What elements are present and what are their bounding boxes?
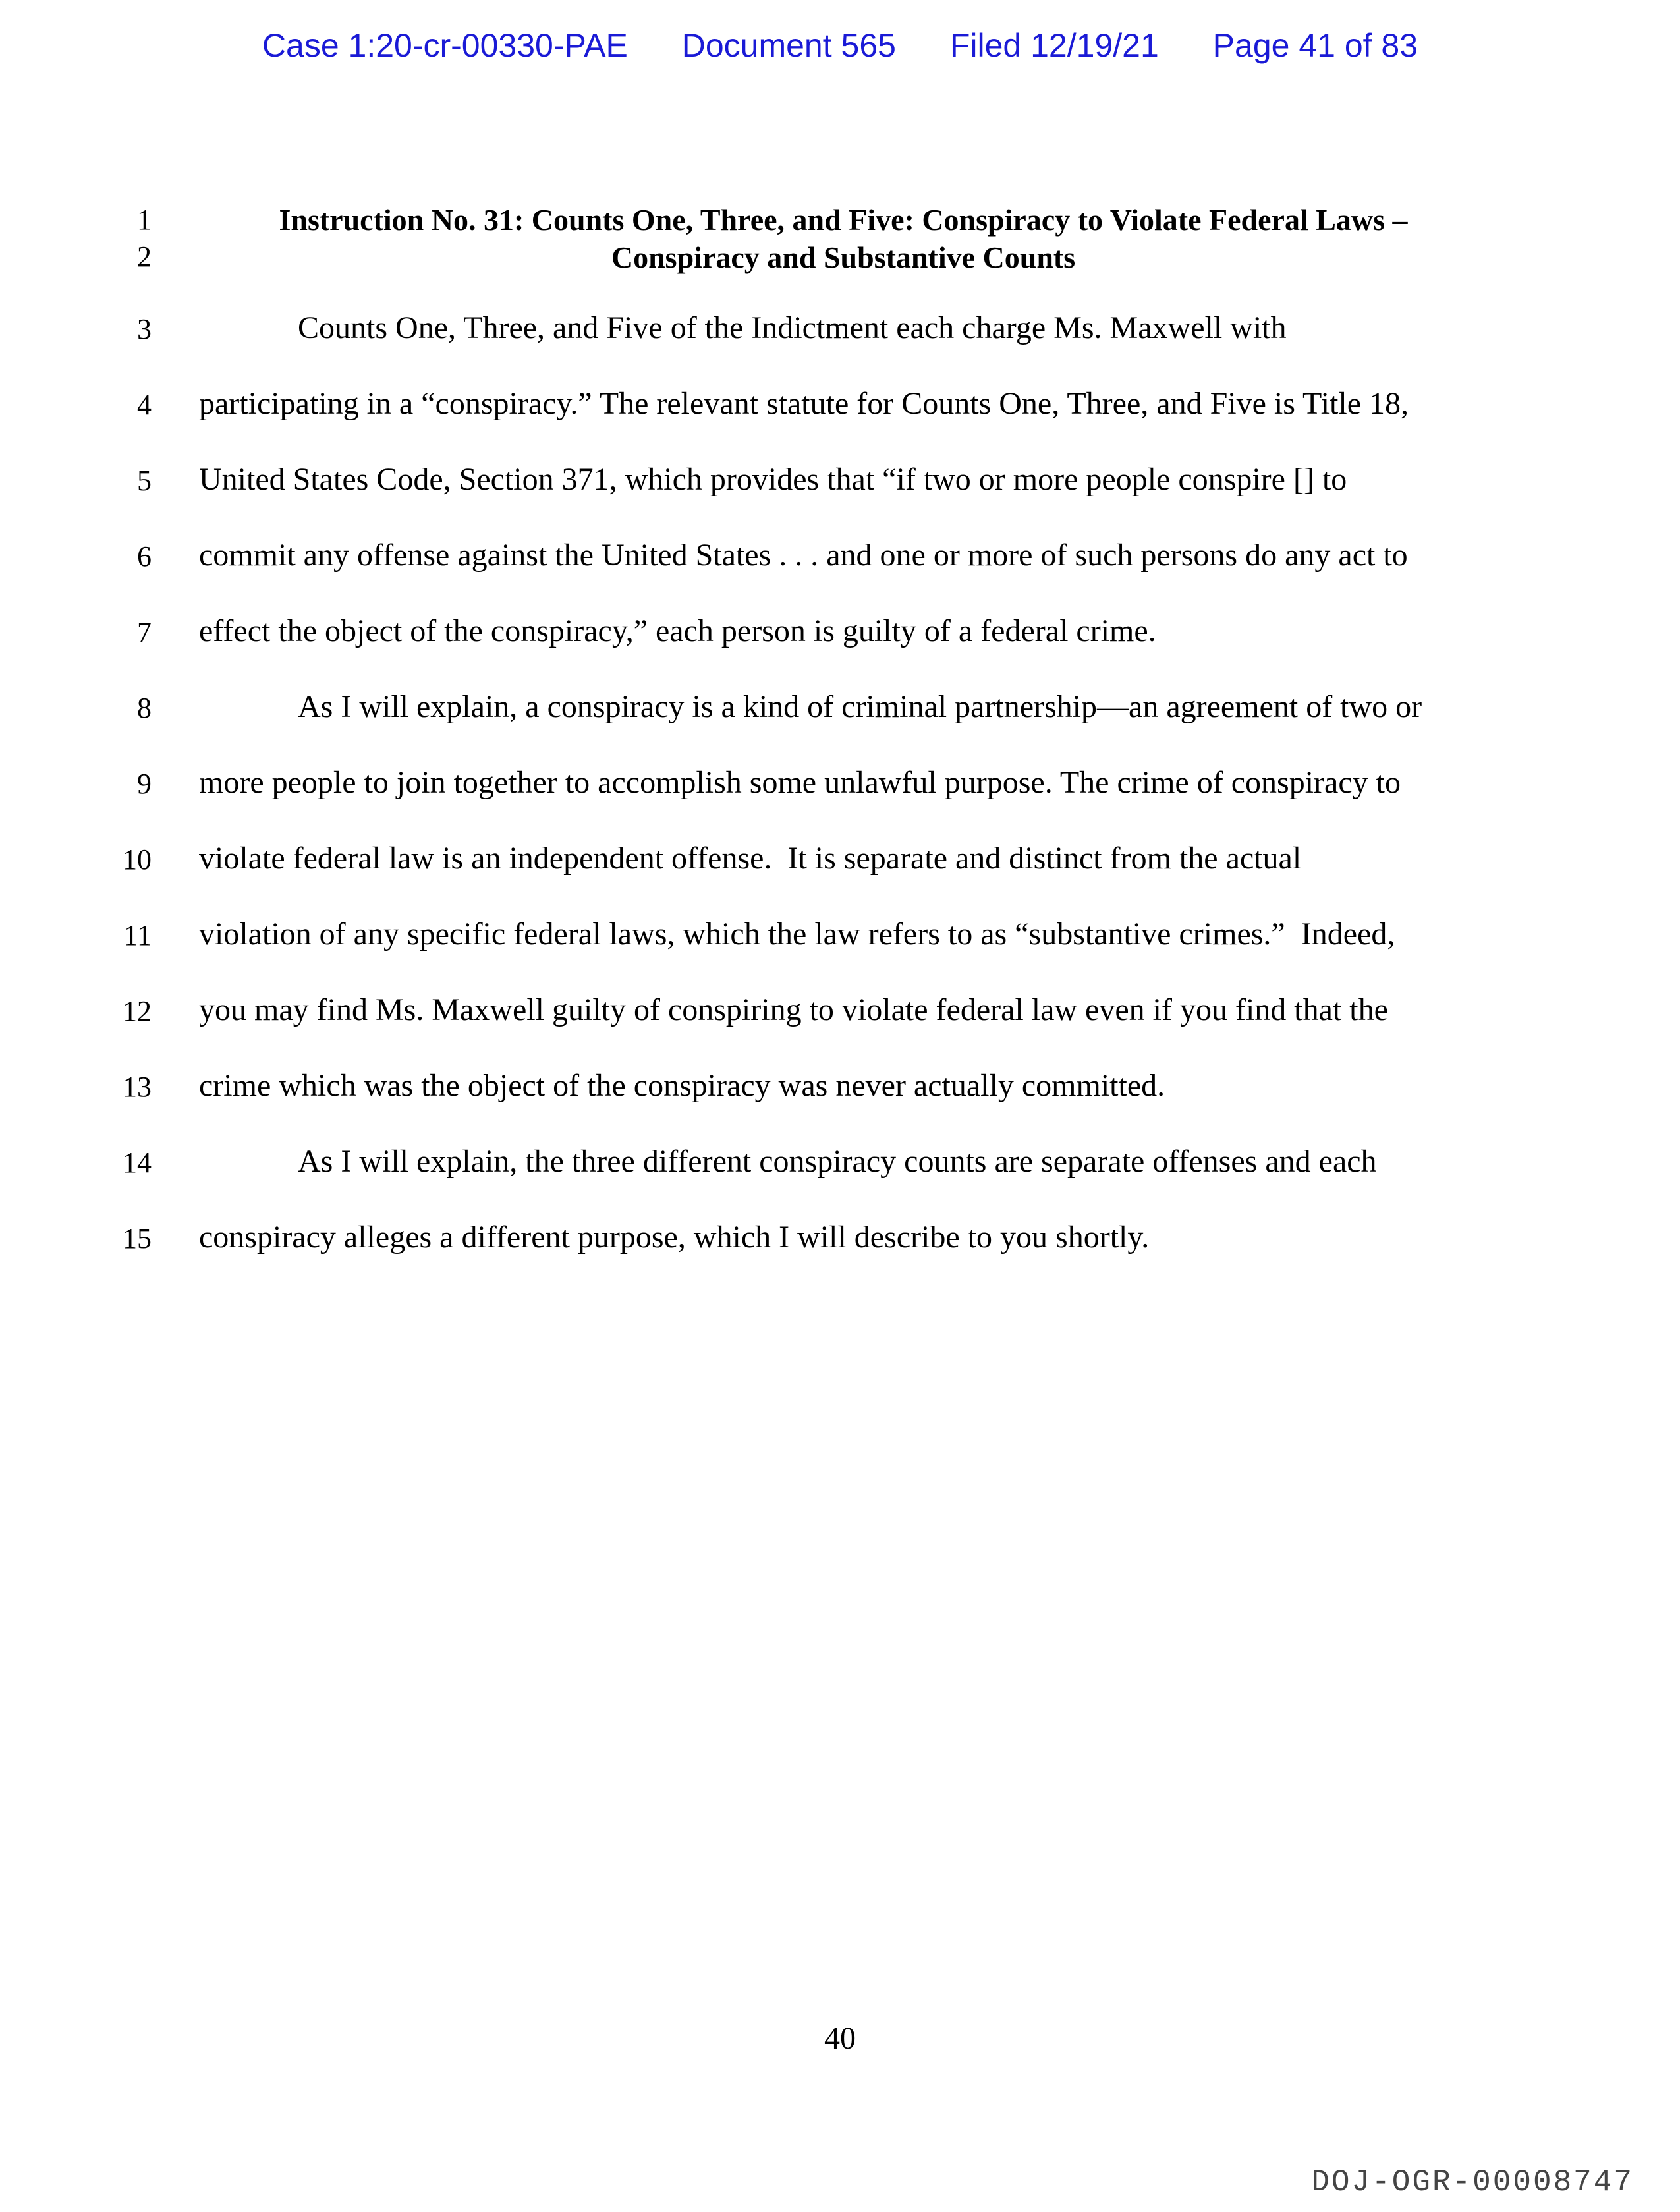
body-line: commit any offense against the United States . . . and one or more of such persons do any act to: [199, 538, 1408, 573]
body-line: crime which was the object of the conspiracy was never actually committed.: [199, 1068, 1165, 1103]
line-number: 1: [137, 204, 152, 236]
line-number: 4: [137, 389, 152, 421]
line-number: 10: [123, 843, 152, 876]
line-number: 11: [123, 919, 152, 951]
document-number: Document 565: [681, 27, 896, 64]
body-line: As I will explain, the three different conspiracy counts are separate offenses and each: [298, 1144, 1377, 1179]
line-number: 6: [137, 540, 152, 573]
case-number: Case 1:20-cr-00330-PAE: [262, 27, 628, 64]
page-number: 40: [824, 2021, 856, 2056]
line-number: 3: [137, 313, 152, 345]
line-number: 9: [137, 768, 152, 800]
line-number: 12: [123, 995, 152, 1027]
ecf-filing-header: [0, 26, 1680, 65]
body-line: As I will explain, a conspiracy is a kind of criminal partnership—an agreement of two or: [298, 689, 1422, 724]
line-number: 5: [137, 465, 152, 497]
line-number: 2: [137, 241, 152, 273]
page-count: Page 41 of 83: [1212, 27, 1418, 64]
line-number: 14: [123, 1147, 152, 1179]
body-line: participating in a “conspiracy.” The relevant statute for Counts One, Three, and Five is Title 18,: [199, 386, 1409, 421]
body-line: more people to join together to accomplish some unlawful purpose. The crime of conspiracy to: [199, 765, 1401, 800]
filed-date: Filed 12/19/21: [949, 27, 1159, 64]
body-line: effect the object of the conspiracy,” each person is guilty of a federal crime.: [199, 613, 1156, 648]
body-line: you may find Ms. Maxwell guilty of conspiring to violate federal law even if you find that the: [199, 992, 1388, 1027]
instruction-heading: Instruction No. 31: Counts One, Three, and Five: Conspiracy to Violate Federal Laws –: [279, 203, 1408, 237]
instruction-subheading: Conspiracy and Substantive Counts: [611, 241, 1076, 274]
line-number: 13: [123, 1071, 152, 1103]
body-line: Counts One, Three, and Five of the Indictment each charge Ms. Maxwell with: [298, 310, 1287, 345]
body-line: violate federal law is an independent offense. It is separate and distinct from the actual: [199, 841, 1302, 876]
body-line: United States Code, Section 371, which provides that “if two or more people conspire [] to: [199, 462, 1347, 497]
line-number: 15: [123, 1222, 152, 1255]
line-number: 8: [137, 692, 152, 724]
line-number: 7: [137, 616, 152, 648]
body-line: violation of any specific federal laws, which the law refers to as “substantive crimes.” Indeed,: [199, 917, 1395, 951]
bates-number: DOJ-OGR-00008747: [1311, 2165, 1634, 2199]
body-line: conspiracy alleges a different purpose, which I will describe to you shortly.: [199, 1220, 1150, 1255]
